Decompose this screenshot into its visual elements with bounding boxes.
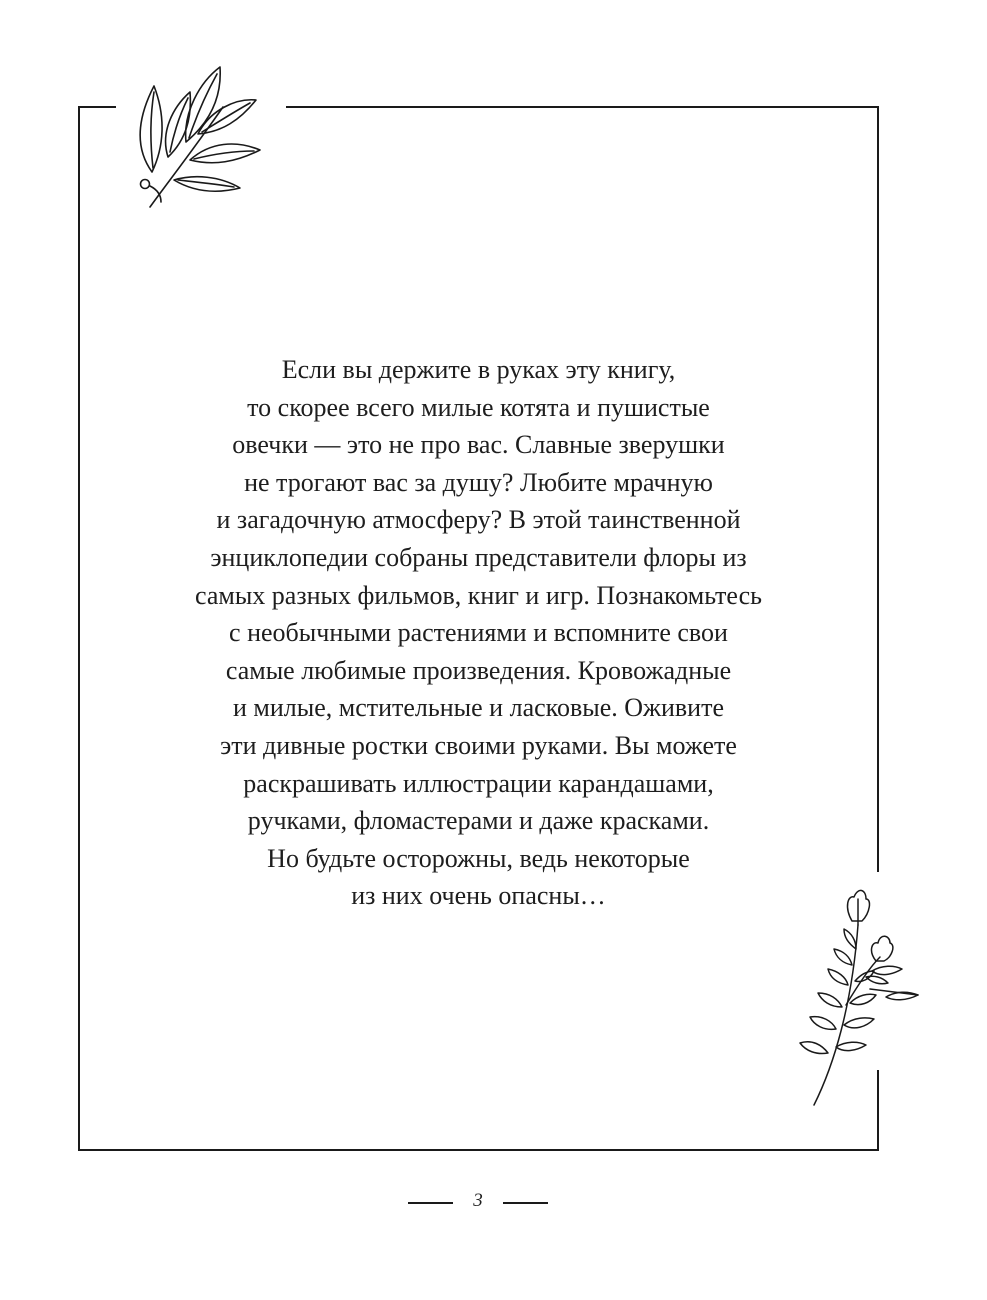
intro-line: Но будьте осторожны, ведь некоторые	[267, 843, 690, 873]
intro-line: Если вы держите в руках эту книгу,	[281, 355, 676, 384]
frame-top-left-segment	[78, 106, 116, 108]
page-footer	[0, 1190, 987, 1216]
intro-line: ручками, фломастерами и даже красками.	[247, 806, 710, 836]
footer-rule-left	[408, 1202, 453, 1204]
intro-line: не трогают вас за душу? Любите мрачную	[244, 467, 713, 497]
intro-line: и милые, мстительные и ласковые. Оживите	[232, 693, 724, 723]
frame-right-upper-segment	[877, 106, 879, 872]
intro-line: эти дивные ростки своими руками. Вы можете	[220, 730, 737, 760]
intro-line: энциклопедии собраны представители флоры из	[210, 542, 747, 572]
intro-line: и загадочную атмосферу? В этой таинственной	[216, 505, 741, 535]
page-number: 3	[473, 1190, 483, 1211]
frame-top-right-segment	[286, 106, 879, 108]
intro-line: раскрашивать иллюстрации карандашами,	[243, 768, 714, 798]
frame-bottom-edge	[78, 1149, 879, 1151]
frame-left-edge	[78, 106, 80, 1151]
leafy-branch-icon	[128, 62, 278, 212]
intro-paragraph	[100, 351, 857, 915]
intro-line: с необычными растениями и вспомните свои	[229, 618, 728, 648]
intro-line: самых разных фильмов, книг и игр. Познакомьтесь	[194, 580, 763, 610]
footer-rule-right	[503, 1202, 548, 1204]
intro-line: овечки — это не про вас. Славные зверушки	[232, 430, 725, 460]
intro-line: из них очень опасны…	[351, 881, 606, 911]
intro-line: самые любимые произведения. Кровожадные	[225, 655, 732, 685]
flowering-sprig-icon	[786, 885, 928, 1110]
intro-line: то скорее всего милые котята и пушистые	[247, 392, 710, 422]
